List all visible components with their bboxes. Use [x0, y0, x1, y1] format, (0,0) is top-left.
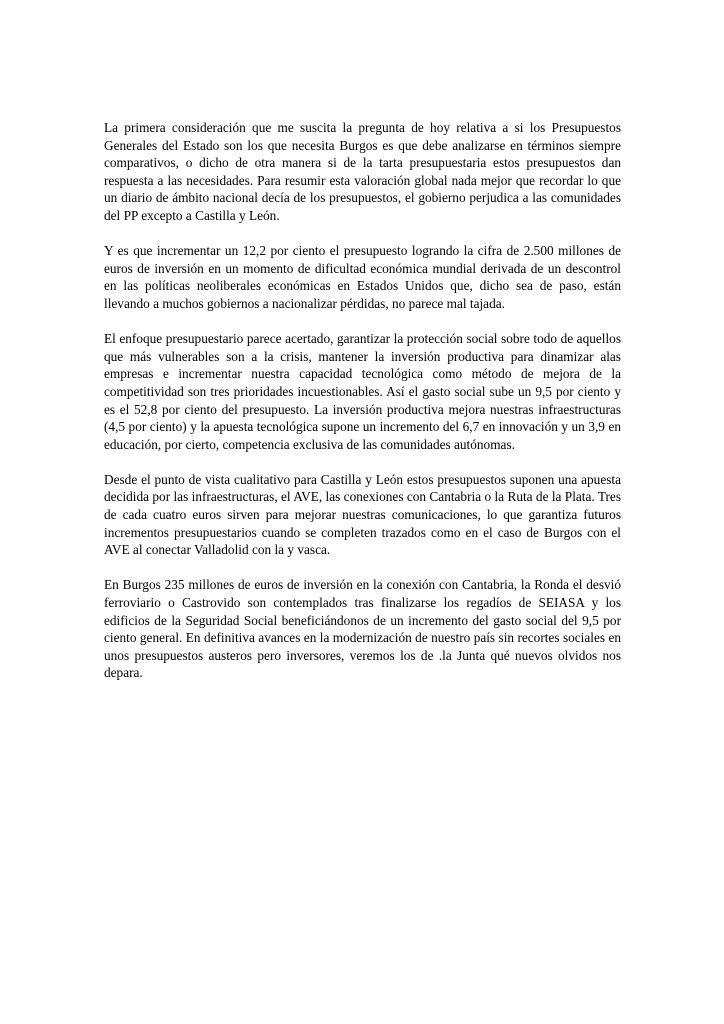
paragraph-2: Y es que incrementar un 12,2 por ciento el presupuesto logrando la cifra de 2.500 millones de euros de inversión en un momento de dificultad económica mundial derivada de un descontrol en las políticas neoliberales económicas en Estados Unidos que, dicho sea de paso, están llevando a muchos gobiernos a nacionalizar pérdidas, no parece mal tajada. — [104, 243, 621, 311]
paragraph-5: En Burgos 235 millones de euros de inversión en la conexión con Cantabria, la Ronda el desvió ferroviario o Castrovido son contemplados tras finalizarse los regadíos de SEIASA y los edificios de la Seguridad Social beneficiándonos de un incremento del gasto social del 9,5 por ciento general. En definitiva avances en la modernización de nuestro país sin recortes sociales en unos presupuestos austeros pero inversores, veremos los de .la Junta qué nuevos olvidos nos depara. — [104, 577, 621, 681]
document-body — [104, 119, 621, 700]
paragraph-4: Desde el punto de vista cualitativo para Castilla y León estos presupuestos suponen una apuesta decidida por las infraestructuras, el AVE, las conexiones con Cantabria o la Ruta de la Plata. Tres de cada cuatro euros sirven para mejorar nuestras comunicaciones, lo que garantiza futuros incrementos presupuestarios cuando se completen trazados como en el caso de Burgos con el AVE al conectar Valladolid con la y vasca. — [104, 471, 621, 558]
paragraph-3: El enfoque presupuestario parece acertado, garantizar la protección social sobre todo de aquellos que más vulnerables son a la crisis, mantener la inversión productiva para dinamizar alas empresas e incrementar nuestra capacidad tecnológica como método de mejora de la competitividad son tres prioridades incuestionables. Así el gasto social sube un 9,5 por ciento y es el 52,8 por ciento del presupuesto. La inversión productiva mejora nuestras infraestructuras (4,5 por ciento) y la apuesta tecnológica supone un incremento del 6,7 en innovación y un 3,9 en educación, por cierto, competencia exclusiva de las comunidades autónomas. — [104, 331, 621, 452]
paragraph-1: La primera consideración que me suscita la pregunta de hoy relativa a si los Presupuestos Generales del Estado son los que necesita Burgos es que debe analizarse en términos siempre comparativos, o dicho de otra manera si de la tarta presupuestaria estos presupuestos dan respuesta a las necesidades. Para resumir esta valoración global nada mejor que recordar lo que un diario de ámbito nacional decía de los presupuestos, el gobierno perjudica a las comunidades del PP excepto a Castilla y León. — [104, 120, 621, 223]
